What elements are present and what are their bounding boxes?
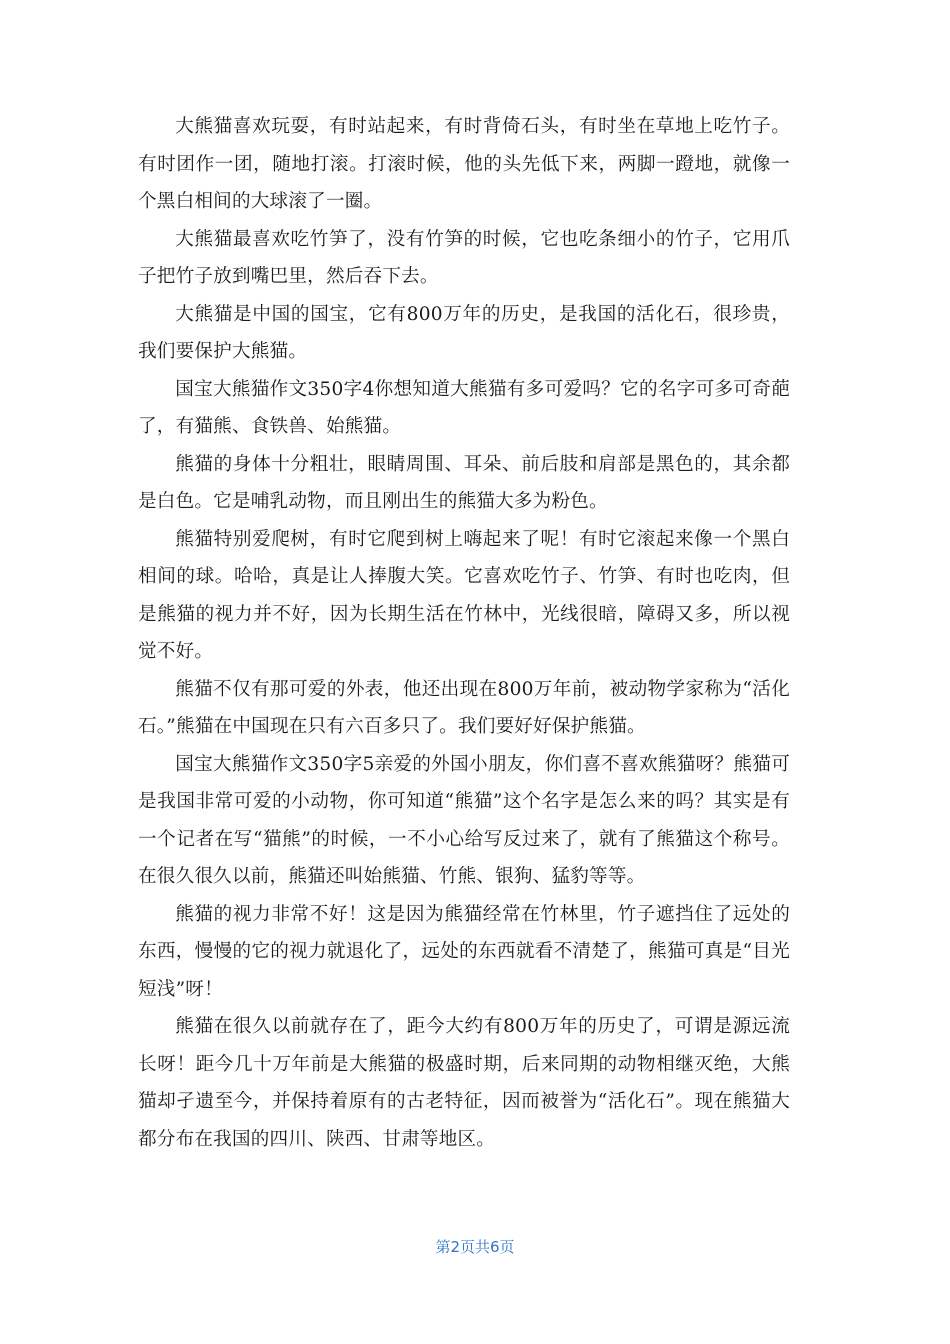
paragraph-2: 大熊猫最喜欢吃竹笋了，没有竹笋的时候，它也吃条细小的竹子，它用爪子把竹子放到嘴巴里，然后吞下去。 xyxy=(138,228,790,287)
paragraph-3: 大熊猫是中国的国宝，它有800万年的历史，是我国的活化石，很珍贵，我们要保护大熊猫。 xyxy=(138,303,790,362)
paragraph-10: 熊猫在很久以前就存在了，距今大约有800万年的历史了，可谓是源远流长呀！距今几十万年前是大熊猫的极盛时期，后来同期的动物相继灭绝，大熊猫却孑遗至今，并保持着原有的古老特征，因而被誉为“活化石”。现在熊猫大都分布在我国的四川、陕西、甘肃等地区。 xyxy=(138,1016,790,1150)
paragraph-6: 熊猫特别爱爬树，有时它爬到树上嗨起来了呢！有时它滚起来像一个黑白相间的球。哈哈，真是让人捧腹大笑。它喜欢吃竹子、竹笋、有时也吃肉，但是熊猫的视力并不好，因为长期生活在竹林中，光线很暗，障碍又多，所以视觉不好。 xyxy=(138,528,790,662)
document-body xyxy=(138,108,790,1158)
paragraph-9: 熊猫的视力非常不好！这是因为熊猫经常在竹林里，竹子遮挡住了远处的东西，慢慢的它的视力就退化了，远处的东西就看不清楚了，熊猫可真是“目光短浅”呀！ xyxy=(138,903,790,1000)
paragraph-8: 国宝大熊猫作文350字5亲爱的外国小朋友，你们喜不喜欢熊猫呀？熊猫可是我国非常可爱的小动物，你可知道“熊猫”这个名字是怎么来的吗？其实是有一个记者在写“猫熊”的时候，一不小心给写反过来了，就有了熊猫这个称号。在很久很久以前，熊猫还叫始熊猫、竹熊、银狗、猛豹等等。 xyxy=(138,753,790,887)
paragraph-7: 熊猫不仅有那可爱的外表，他还出现在800万年前，被动物学家称为“活化石。”熊猫在中国现在只有六百多只了。我们要好好保护熊猫。 xyxy=(138,678,790,737)
page-number-footer: 第2页共6页 xyxy=(435,1238,515,1256)
paragraph-1: 大熊猫喜欢玩耍，有时站起来，有时背倚石头，有时坐在草地上吃竹子。有时团作一团，随地打滚。打滚时候，他的头先低下来，两脚一蹬地，就像一个黑白相间的大球滚了一圈。 xyxy=(138,116,790,212)
paragraph-5: 熊猫的身体十分粗壮，眼睛周围、耳朵、前后肢和肩部是黑色的，其余都是白色。它是哺乳动物，而且刚出生的熊猫大多为粉色。 xyxy=(138,453,790,512)
paragraph-4: 国宝大熊猫作文350字4你想知道大熊猫有多可爱吗？它的名字可多可奇葩了，有猫熊、食铁兽、始熊猫。 xyxy=(138,378,790,437)
